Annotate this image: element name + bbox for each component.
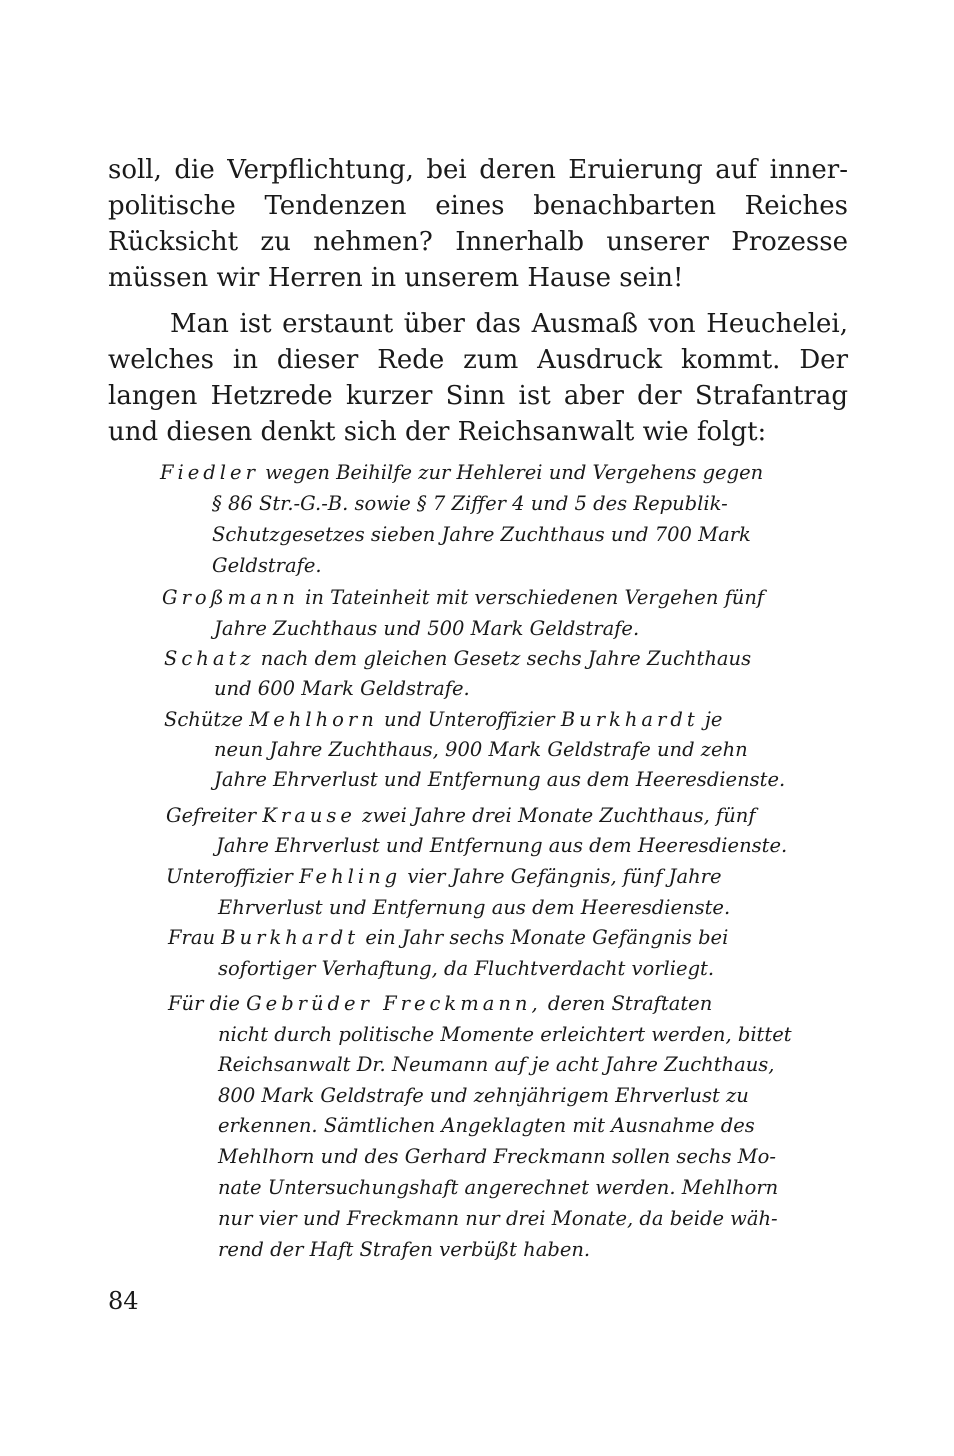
paragraph-1-line-2: politische Tendenzen eines benachbarten Reiches — [108, 191, 848, 221]
rank-label: Unteroffizier — [166, 865, 293, 888]
sentence-freckmann-line-5: erkennen. Sämtlichen Angeklagten mit Ausnahme des — [218, 1114, 755, 1137]
sentence-krause-line-2: Jahre Ehrverlust und Entfernung aus dem Heeresdienste. — [216, 834, 788, 857]
paragraph-1-line-4: müssen wir Herren in unserem Hause sein! — [108, 263, 684, 293]
sentence-text: ein Jahr sechs Monate Gefängnis bei — [365, 926, 729, 949]
defendant-name: Großmann — [162, 586, 299, 609]
sentence-text: wegen Beihilfe zur Hehlerei und Vergehens gegen — [265, 461, 764, 484]
paragraph-2-line-3: langen Hetzrede kurzer Sinn ist aber der Strafantrag — [108, 381, 848, 411]
sentence-fiedler-line-2: § 86 Str.-G.-B. sowie § 7 Ziffer 4 und 5 des Republik- — [212, 492, 728, 515]
defendant-name: Fiedler — [160, 461, 259, 484]
sentence-krause-line-1 — [166, 801, 756, 831]
page-number: 84 — [108, 1287, 139, 1315]
sentence-grossmann-line-1 — [162, 583, 764, 613]
rank-label: Frau — [168, 926, 216, 949]
defendant-name: Burkhardt — [221, 926, 360, 949]
defendant-name: Fehling — [299, 865, 402, 888]
sentence-frau-burkhardt-line-2: sofortiger Verhaftung, da Fluchtverdacht vorliegt. — [218, 957, 715, 980]
sentence-fiedler-line-4: Geldstrafe. — [212, 554, 322, 577]
sentence-fehling-line-1 — [166, 862, 722, 892]
rank-label: Gefreiter — [166, 804, 257, 827]
paragraph-2-line-4: und diesen denkt sich der Reichsanwalt wie folgt: — [108, 417, 767, 447]
defendant-name: Mehlhorn — [249, 708, 378, 731]
sentence-freckmann-line-1 — [168, 989, 712, 1019]
sentence-text: nach dem gleichen Gesetz sechs Jahre Zuchthaus — [260, 647, 752, 670]
defendant-name: Gebrüder Freckmann, — [246, 992, 542, 1015]
defendant-name: Krause — [262, 804, 356, 827]
rank-label: Schütze — [164, 708, 244, 731]
paragraph-1-line-1: soll, die Verpflichtung, bei deren Eruierung auf inner- — [108, 155, 848, 185]
rank-label: und Unteroffizier — [383, 708, 555, 731]
sentence-schatz-line-2: und 600 Mark Geldstrafe. — [214, 677, 470, 700]
sentence-freckmann-line-8: nur vier und Freckmann nur drei Monate, da beide wäh- — [218, 1207, 778, 1230]
sentence-freckmann-line-2: nicht durch politische Momente erleichtert werden, bittet — [218, 1023, 792, 1046]
sentence-freckmann-line-4: 800 Mark Geldstrafe und zehnjährigem Ehrverlust zu — [218, 1084, 749, 1107]
paragraph-2-line-1: Man ist erstaunt über das Ausmaß von Heuchelei, — [170, 309, 848, 339]
sentence-freckmann-line-3: Reichsanwalt Dr. Neumann auf je acht Jahre Zuchthaus, — [218, 1053, 775, 1076]
sentence-schatz-line-1 — [164, 644, 751, 674]
paragraph-1-line-3: Rücksicht zu nehmen? Innerhalb unserer Prozesse — [108, 227, 848, 257]
sentence-frau-burkhardt-line-1 — [168, 923, 728, 953]
paragraph-2-line-2: welches in dieser Rede zum Ausdruck kommt. Der — [108, 345, 848, 375]
sentence-mehlhorn-line-3: Jahre Ehrverlust und Entfernung aus dem Heeresdienste. — [214, 768, 786, 791]
sentence-text: je — [704, 708, 723, 731]
sentence-text: deren Straftaten — [547, 992, 713, 1015]
defendant-name: Burkhardt — [560, 708, 699, 731]
sentence-text: vier Jahre Gefängnis, fünf Jahre — [407, 865, 722, 888]
sentence-freckmann-line-6: Mehlhorn und des Gerhard Freckmann sollen sechs Mo- — [218, 1145, 776, 1168]
sentence-mehlhorn-line-2: neun Jahre Zuchthaus, 900 Mark Geldstrafe und zehn — [214, 738, 748, 761]
sentence-fehling-line-2: Ehrverlust und Entfernung aus dem Heeresdienste. — [218, 896, 731, 919]
sentence-fiedler-line-1 — [160, 458, 763, 488]
sentence-freckmann-line-7: nate Untersuchungshaft angerechnet werden. Mehlhorn — [218, 1176, 779, 1199]
sentence-freckmann-line-9: rend der Haft Strafen verbüßt haben. — [218, 1238, 591, 1261]
sentence-text: in Tateinheit mit verschiedenen Vergehen fünf — [305, 586, 765, 609]
sentence-text: zwei Jahre drei Monate Zuchthaus, fünf — [362, 804, 756, 827]
rank-label: Für die — [168, 992, 240, 1015]
sentence-mehlhorn-line-1 — [164, 705, 722, 735]
sentence-fiedler-line-3: Schutzgesetzes sieben Jahre Zuchthaus und 700 Mark — [212, 523, 751, 546]
sentence-grossmann-line-2: Jahre Zuchthaus und 500 Mark Geldstrafe. — [214, 617, 640, 640]
defendant-name: Schatz — [164, 647, 255, 670]
